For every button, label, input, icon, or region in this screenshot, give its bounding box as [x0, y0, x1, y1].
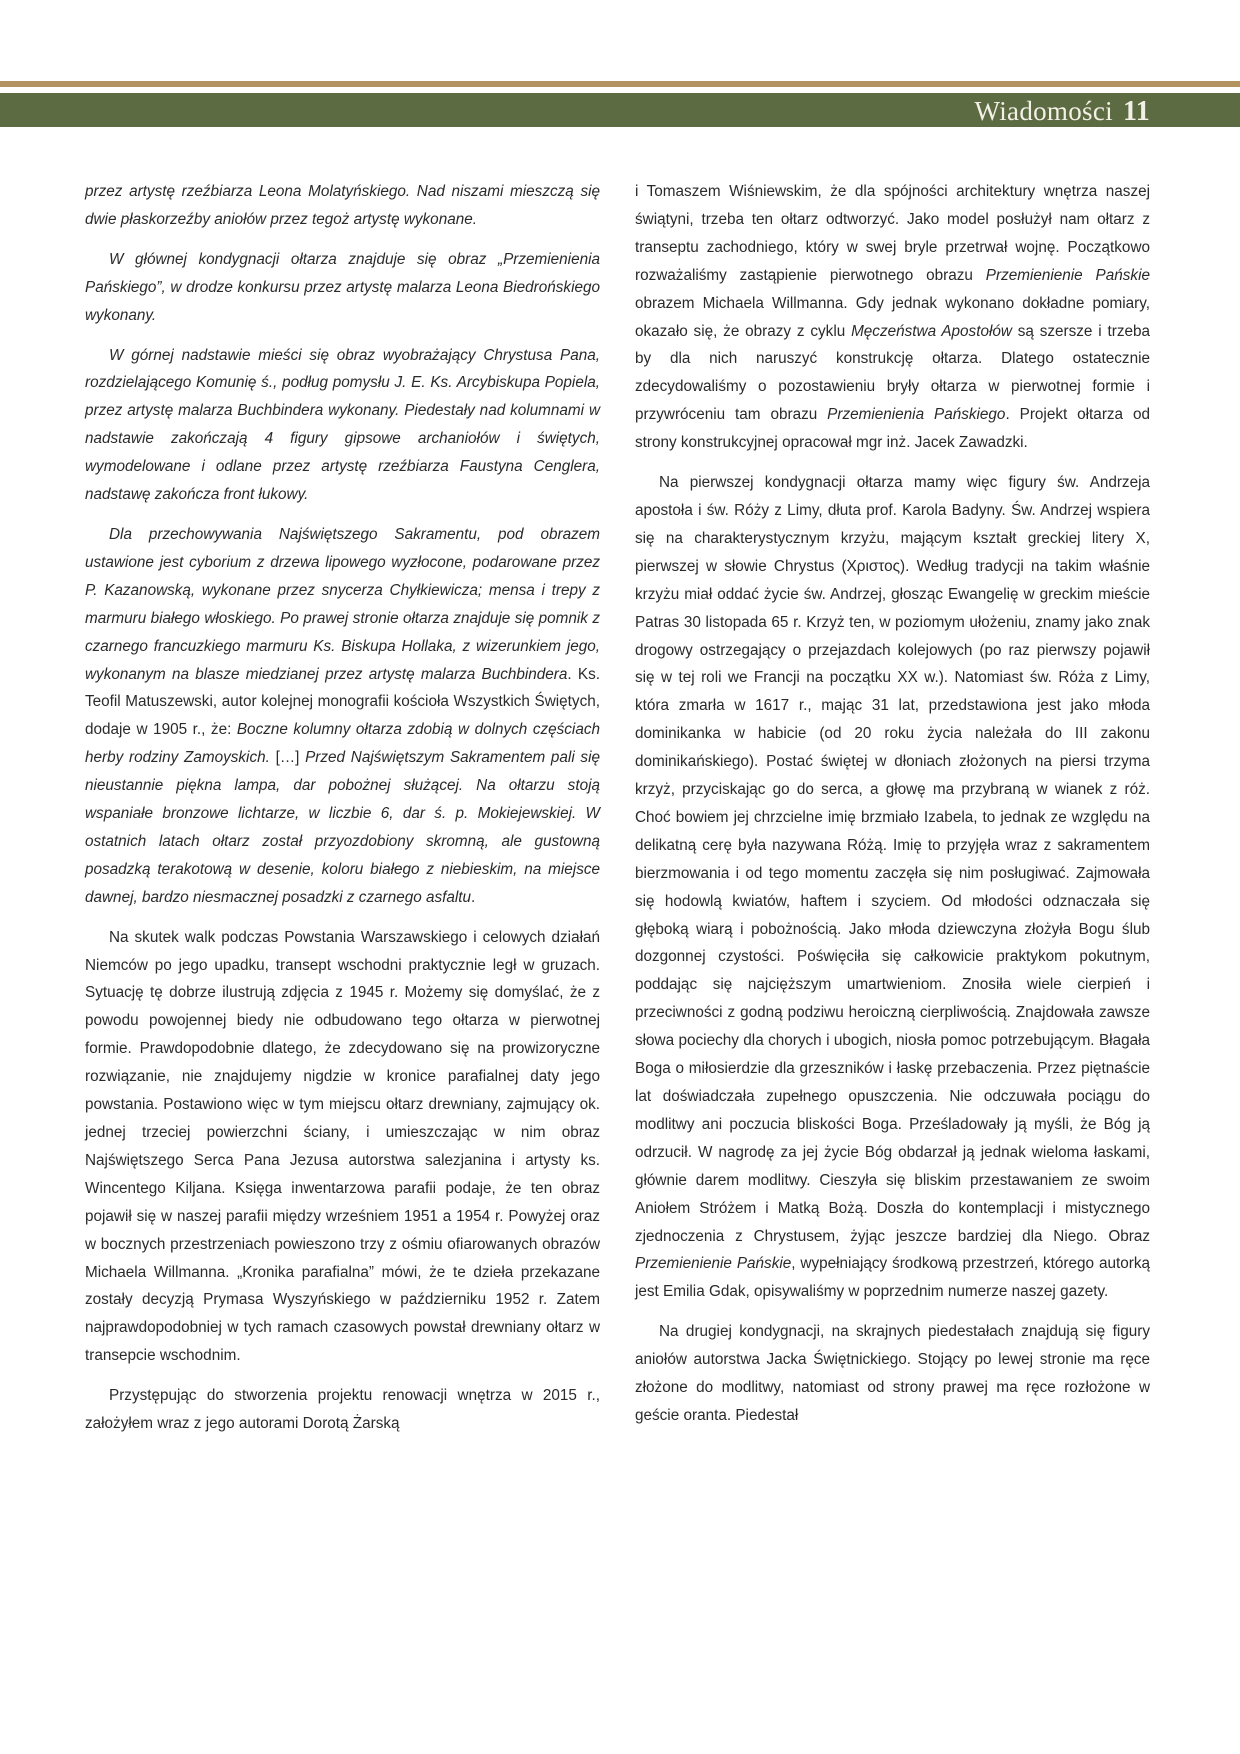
paragraph: [635, 178, 1150, 457]
quotation: Dla przechowywania Najświętszego Sakramentu, pod obrazem ustawione jest cyborium z drzewa lipowego wyzłocone, podarowane przez P. Kazanowską, wykonane przez snycerza Chyłkiewicza; mensa i trepy z marmuru białego włoskiego. Po prawej stronie ołtarza znajduje się pomnik z czarnego francuzkiego marmuru Ks. Biskupa Hollaka, z wizerunkiem jego, wykonanym na blasze miedzianej przez artystę malarza Buchbindera: [85, 525, 600, 683]
artwork-title: Przemienienie Pańskie: [635, 1255, 792, 1273]
artwork-title: Przemienienia Pańskiego: [827, 406, 1006, 424]
text-run: obrazem Michaela Willmanna. Gdy jednak wykonano dokładne pomiary, okazało się, że obrazy z cyklu: [635, 294, 1150, 340]
paragraph: [85, 521, 600, 912]
paragraph: Na drugiej kondygnacji, na skrajnych piedestałach znajdują się figury aniołów autorstwa Jacka Świętnickiego. Stojący po lewej stronie ma ręce złożone do modlitwy, natomiast od strony prawej ma ręce rozłożone w geście oranta. Piedestał: [635, 1323, 1150, 1424]
paragraph: W górnej nadstawie mieści się obraz wyobrażający Chrystusa Pana, rozdzielającego Komunię ś., podług pomysłu J. E. Ks. Arcybiskupa Popiela, przez artystę malarza Buchbindera wykonany. Piedestały nad kolumnami w nadstawie zakończają 4 figury gipsowe archaniołów i świętych, wymodelowane i odlane przez artystę rzeźbiarza Faustyna Cenglera, nadstawę zakończa front łukowy.: [85, 346, 600, 504]
quotation: Przed Najświętszym Sakramentem pali się nieustannie piękna lampa, dar pobożnej służącej. Na ołtarzu stoją wspaniałe bronzowe lichtarze, w liczbie 6, dar ś. p. Mokiejewskiej. W ostatnich latach ołtarz został przyozdobiony skromną, ale gustowną posadzką terakotową w desenie, koloru białego z niebieskim, na miejsce dawnej, bardzo niesmacznej posadzki z czarnego asfaltu: [85, 749, 600, 906]
paragraph: przez artystę rzeźbiarza Leona Molatyńskiego. Nad niszami mieszczą się dwie płaskorzeźby aniołów przez tegoż artystę wykonane.: [85, 183, 600, 228]
publication-title: Wiadomości: [974, 96, 1113, 126]
text-run: , wypełniający środkową przestrzeń, którego autorką jest Emilia Gdak, opisywaliśmy w poprzednim numerze naszej gazety.: [635, 1255, 1150, 1301]
text-run: i Tomaszem Wiśniewskim, że dla spójności architektury wnętrza naszej świątyni, trzeba ten ołtarz odtworzyć. Jako model posłużył nam ołtarz z transeptu zachodniego, który w swej bryle przetrwał wojnę. Początkowo rozważaliśmy zastąpienie pierwotnego obrazu: [635, 183, 1150, 284]
paragraph: Przystępując do stworzenia projektu renowacji wnętrza w 2015 r., założyłem wraz z jego autorami Dorotą Żarską: [85, 1387, 600, 1433]
quotation: Boczne kolumny ołtarza zdobią w dolnych częściach herby rodziny Zamoyskich.: [85, 721, 600, 767]
paragraph: Na skutek walk podczas Powstania Warszawskiego i celowych działań Niemców po jego upadku, transept wschodni praktycznie legł w gruzach. Sytuację tę dobrze ilustrują zdjęcia z 1945 r. Możemy się domyślać, że z powodu powojennej biedy nie odbudowano tego ołtarza w pierwotnej formie. Prawdopodobnie dlatego, że zdecydowano się na prowizoryczne rozwiązanie, nie znajdujemy nigdzie w kronice parafialnej daty jego powstania. Postawiono więc w tym miejscu ołtarz drewniany, zajmujący ok. jednej trzeciej powierzchni ściany, i umieszczając w nim obraz Najświętszego Serca Pana Jezusa autorstwa salezjanina i artysty ks. Wincentego Kiljana. Księga inwentarzowa parafii podaje, że ten obraz pojawił się w naszej parafii między wrześniem 1951 a 1954 r. Powyżej oraz w bocznych przestrzeniach powieszono trzy z ośmiu ofiarowanych obrazów Michaela Willmanna. „Kronika parafialna” mówi, że te dzieła przekazane zostały decyzją Prymasa Wyszyńskiego w październiku 1952 r. Zatem najprawdopodobniej w tych ramach czasowych powstał drewniany ołtarz w transepcie wschodnim.: [85, 928, 600, 1365]
header-gold-rule: [0, 81, 1240, 87]
text-run: Na pierwszej kondygnacji ołtarza mamy więc figury św. Andrzeja apostoła i św. Róży z Limy, dłuta prof. Karola Badyny. Św. Andrzej wspiera się na charakterystycznym krzyżu, mającym kształt greckiej litery X, pierwszej w słowie Chrystus (Χριστος). Według tradycji na takim właśnie krzyżu miał oddać życie św. Andrzej, głosząc Ewangelię w greckim mieście Patras 30 listopada 65 r. Krzyż ten, w poziomym ułożeniu, znamy jako znak drogowy ostrzegający o przejazdach kolejowych (po raz pierwszy pojawił się w tej roli we Francji na początku XX w.). Natomiast św. Róża z Limy, która zmarła w 1617 r., mając 31 lat, przedstawiona jest jako młoda dominikanka w habicie (od 20 roku życia należała do III zakonu dominikańskiego). Postać świętej w dłoniach złożonych na piersi trzyma krzyż, przyciskając go do serca, a głowę ma przybraną w wianek z róż. Choć bowiem jej chrzcielne imię brzmiało Izabela, to jednak ze względu na delikatną cerę była nazywana Różą. Imię to przyjęła wraz z sakramentem bierzmowania i od tego momentu zaczęła się nim posługiwać. Zajmowała się hodowlą kwiatów, haftem i szyciem. Od młodości odznaczała się głęboką wiarą i pobożnością. Jako młoda dziewczyna złożyła Bogu ślub dozgonnej czystości. Poświęciła się całkowicie praktykom pokutnym, poddając się najcięższym umartwieniom. Znosiła wiele cierpień i przeciwności z godną podziwu heroiczną cierpliwością. Znajdowała zawsze słowa pociechy dla chorych i ubogich, niosła pomoc potrzebującym. Błagała Boga o miłosierdzie dla grzeszników i łaskę przebaczenia. Przez piętnaście lat doświadczała zupełnego opuszczenia. Nie odczuwała pociągu do modlitwy ani poczucia bliskości Boga. Prześladowały ją myśli, że Bóg ją odrzucił. W nagrodę za jej życie Bóg obdarzał ją jednak wieloma łaskami, głównie darem modlitwy. Cieszyła się bliskim przestawaniem ze swoim Aniołem Stróżem i Matką Bożą. Doszła do kontemplacji i mistycznego zjednoczenia z Chrystusem, żyjąc jeszcze bardziej dla Niego. Obraz: [635, 474, 1150, 1245]
text-run: […]: [269, 749, 306, 767]
artwork-title: Męczeństwa Apostołów: [851, 322, 1012, 340]
text-run: . Ks. Teofil Matuszewski, autor kolejnej monografii kościoła Wszystkich Świętych, dodaje w 1905 r., że:: [85, 665, 600, 739]
artwork-title: Przemienienie Pańskie: [985, 266, 1150, 284]
left-column: [85, 178, 600, 1450]
page-number: 11: [1122, 96, 1150, 127]
paragraph: [635, 469, 1150, 1306]
running-header: [975, 94, 1150, 128]
text-run: .: [471, 888, 476, 906]
paragraph: W głównej kondygnacji ołtarza znajduje się obraz „Przemienienia Pańskiego”, w drodze konkursu przez artystę malarza Leona Biedrońskiego wykonany.: [85, 250, 600, 324]
text-run: . Projekt ołtarza od strony konstrukcyjnej opracował mgr inż. Jacek Zawadzki.: [635, 406, 1150, 452]
right-column: [635, 178, 1150, 1442]
text-run: są szersze i trzeba by dla nich naruszyć konstrukcję ołtarza. Dlatego ostatecznie zdecydowaliśmy o pozostawieniu bryły ołtarza w pierwotnej formie i przywróceniu tam obrazu: [635, 322, 1150, 424]
